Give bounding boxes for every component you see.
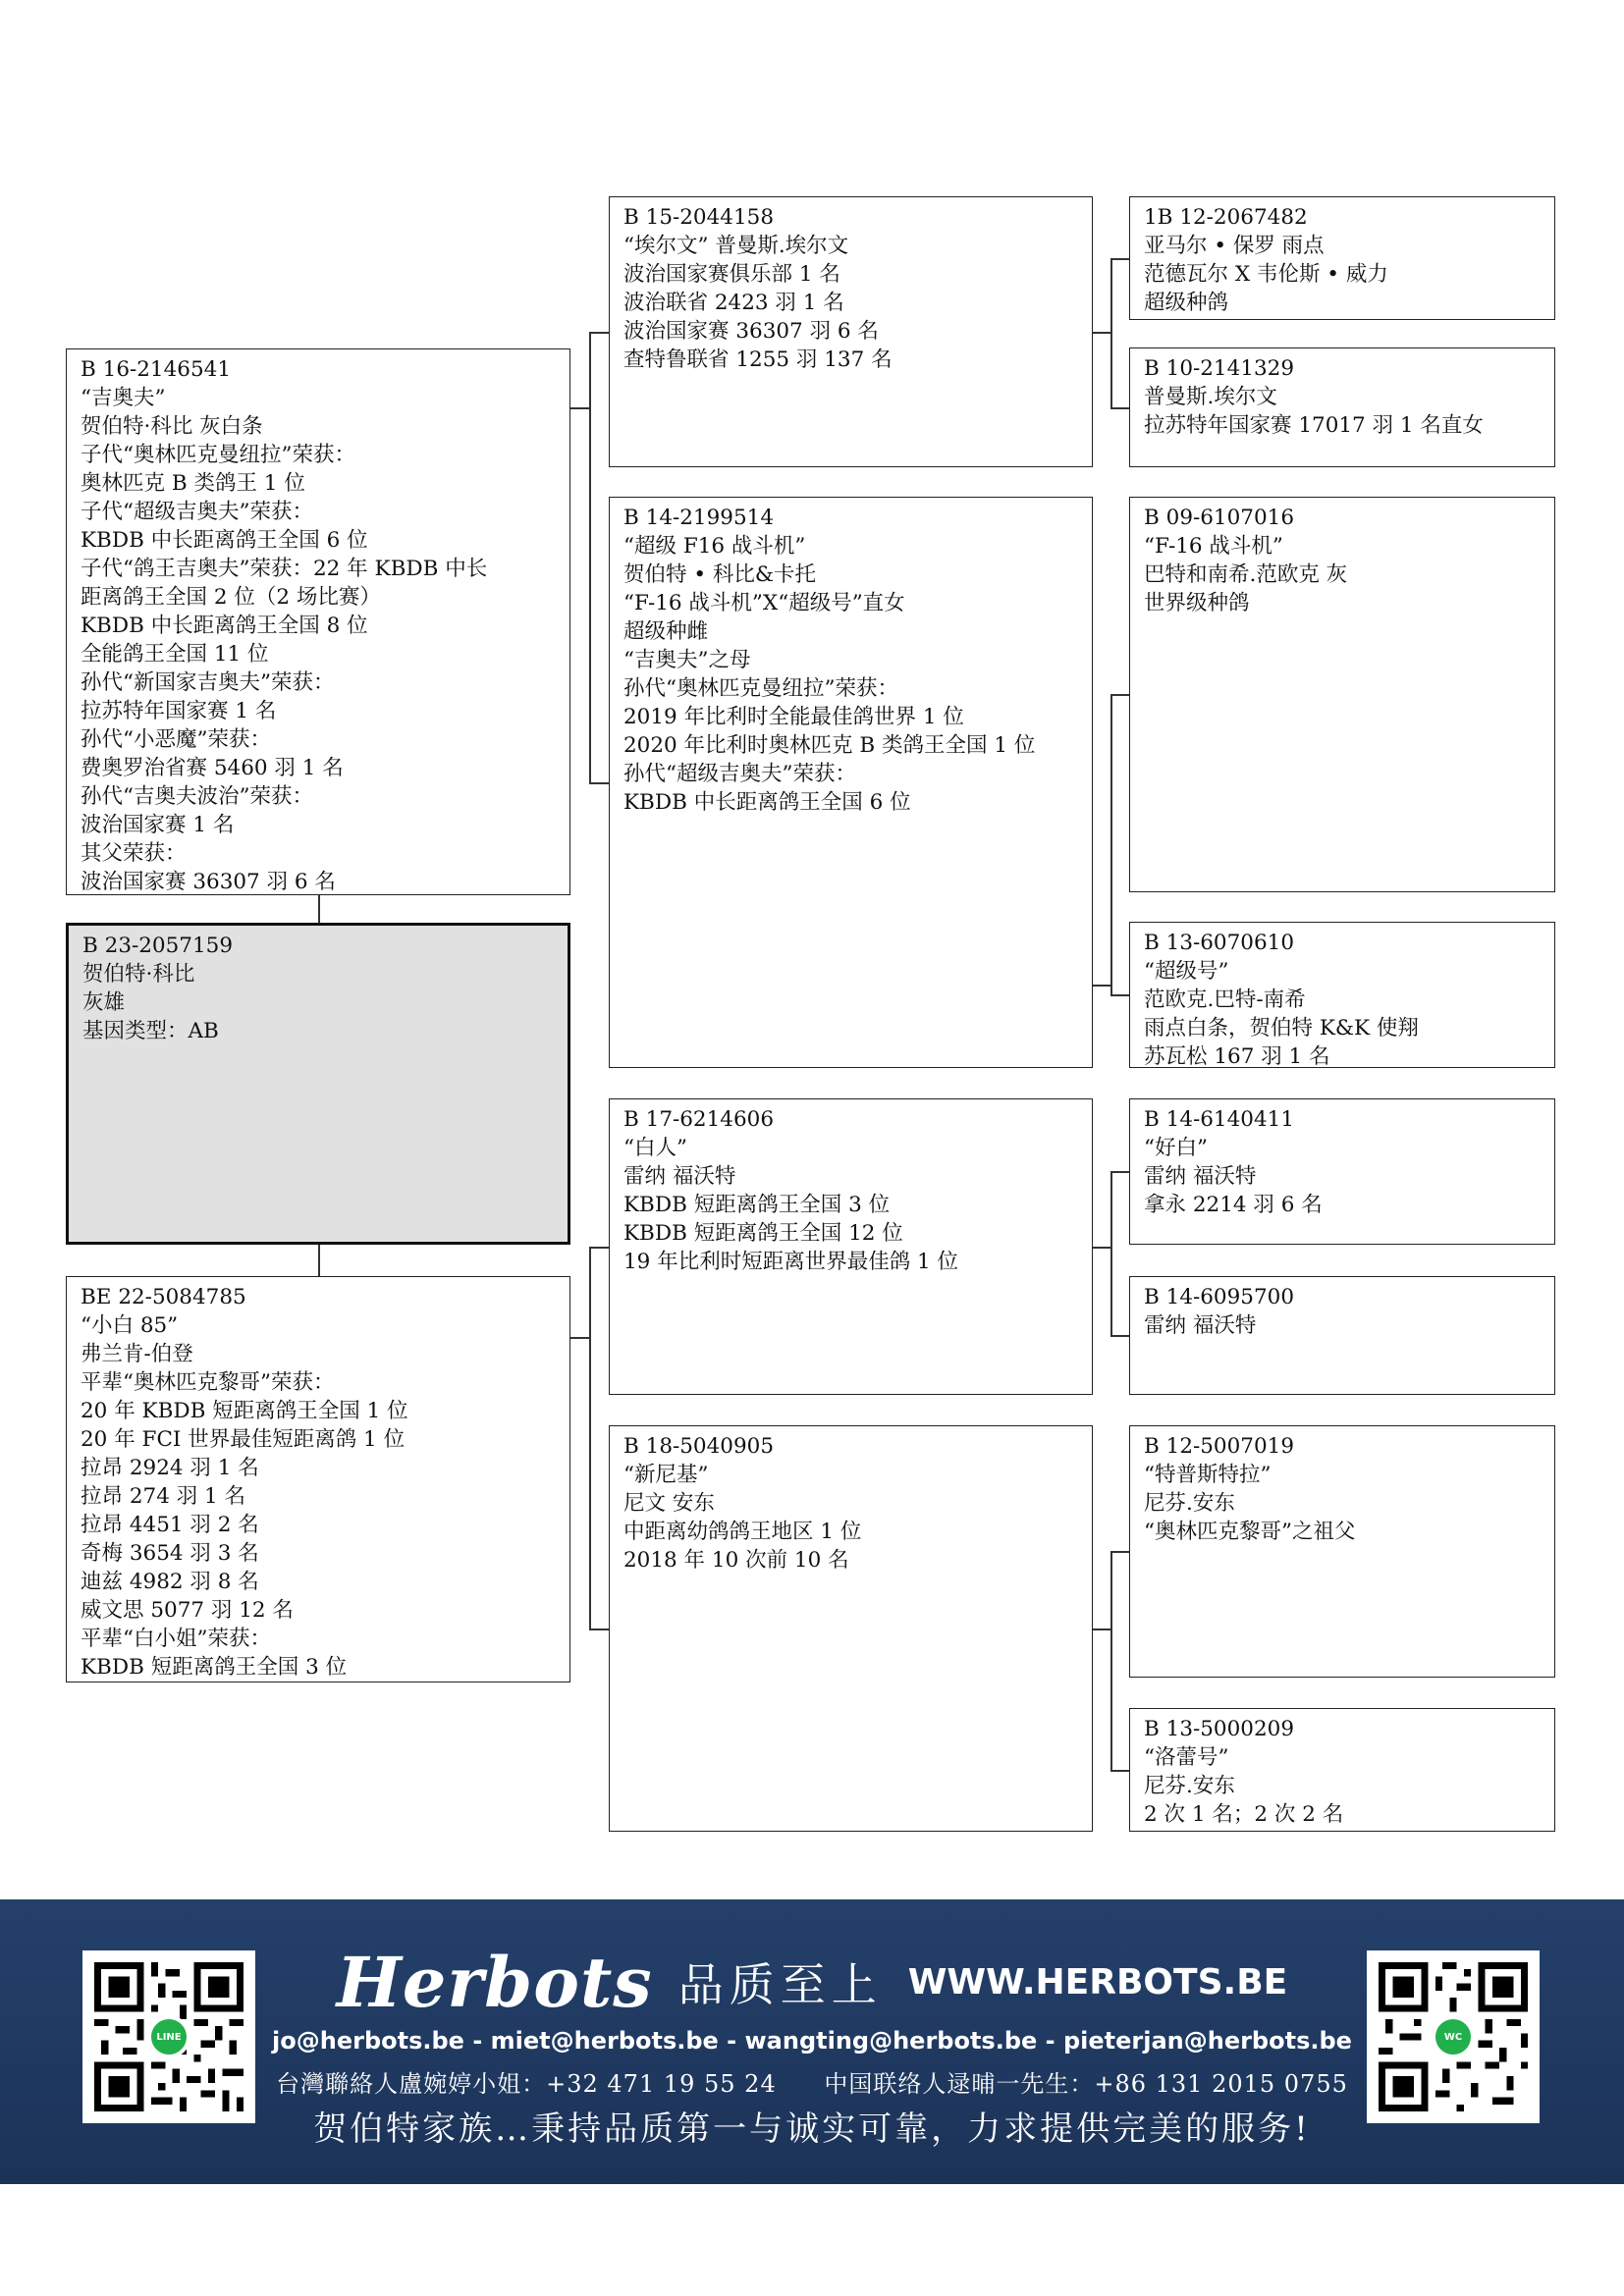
pedigree-line: 威文思 5077 羽 12 名 xyxy=(81,1598,294,1623)
pedigree-line: 弗兰肯-伯登 xyxy=(81,1342,193,1366)
connector-line xyxy=(1093,332,1111,334)
pedigree-line: 超级种鸽 xyxy=(1144,291,1229,315)
connector-line xyxy=(1110,694,1112,995)
connector-line xyxy=(1110,407,1129,409)
pedigree-line: 其父荣获： xyxy=(81,841,187,866)
ring-number: B 17-6214606 xyxy=(623,1107,775,1132)
ring-number: B 13-6070610 xyxy=(1144,931,1295,955)
pedigree-line: “F-16 战斗机”X“超级号”直女 xyxy=(623,591,905,615)
pedigree-line: KBDB 中长距离鸽王全国 6 位 xyxy=(81,528,368,553)
pedigree-line: “奥林匹克黎哥”之祖父 xyxy=(1144,1520,1356,1544)
ring-number: B 23-2057159 xyxy=(82,934,234,958)
pedigree-line: “超级 F16 战斗机” xyxy=(623,534,806,559)
footer-banner xyxy=(0,1899,1624,2184)
pedigree-line: 拉昂 4451 羽 2 名 xyxy=(81,1513,259,1537)
contact-china: 中国联络人逯晡一先生：+86 131 2015 0755 xyxy=(824,2070,1348,2098)
ring-number: B 18-5040905 xyxy=(623,1434,775,1459)
pedigree-line: 查特鲁联省 1255 羽 137 名 xyxy=(623,347,893,372)
dam-box xyxy=(66,1276,570,1682)
pedigree-line: 波治国家赛 36307 羽 6 名 xyxy=(81,870,336,894)
herbots-logo: Herbots xyxy=(336,1941,653,2023)
ring-number: BE 22-5084785 xyxy=(81,1285,246,1309)
pedigree-line: 波治国家赛 1 名 xyxy=(81,813,235,837)
contact-taiwan: 台灣聯絡人盧婉婷小姐：+32 471 19 55 24 xyxy=(276,2070,777,2098)
pedigree-line: 贺伯特·科比 xyxy=(82,962,195,987)
pedigree-line: 中距离幼鸽鸽王地区 1 位 xyxy=(623,1520,862,1544)
ring-number: B 14-2199514 xyxy=(623,506,775,530)
pedigree-line: 波治联省 2423 羽 1 名 xyxy=(623,291,844,315)
pedigree-line: 雷纳 福沃特 xyxy=(1144,1164,1257,1189)
pedigree-line: “小白 85” xyxy=(81,1313,179,1338)
pedigree-line: 波治国家赛 36307 羽 6 名 xyxy=(623,319,879,344)
email-list[interactable]: jo@herbots.be - miet@herbots.be - wangting@herbots.be - pieterjan@herbots.be xyxy=(272,2027,1352,2055)
pedigree-line: 子代“超级吉奥夫”荣获： xyxy=(81,500,313,524)
connector-line xyxy=(589,332,609,334)
pedigree-line: 2018 年 10 次前 10 名 xyxy=(623,1548,849,1573)
pedigree-line: 迪兹 4982 羽 8 名 xyxy=(81,1570,259,1594)
pedigree-line: 奇梅 3654 羽 3 名 xyxy=(81,1541,259,1566)
pedigree-line: 费奥罗治省赛 5460 羽 1 名 xyxy=(81,756,344,780)
pedigree-line: KBDB 短距离鸽王全国 3 位 xyxy=(81,1655,348,1680)
pedigree-line: “洛蕾号” xyxy=(1144,1745,1229,1770)
connector-line xyxy=(318,895,320,923)
website-link[interactable]: WWW.HERBOTS.BE xyxy=(907,1961,1288,2002)
connector-line xyxy=(589,782,609,784)
pedigree-line: 奥林匹克 B 类鸽王 1 位 xyxy=(81,471,305,496)
connector-line xyxy=(1110,694,1129,696)
pedigree-line: 尼文 安东 xyxy=(623,1491,715,1516)
pedigree-line: 尼芬.安东 xyxy=(1144,1774,1235,1798)
wechat-icon: WC xyxy=(1432,2015,1475,2058)
pedigree-line: KBDB 中长距离鸽王全国 8 位 xyxy=(81,614,368,638)
connector-line xyxy=(1110,1551,1129,1553)
pedigree-line: 雨点白条，贺伯特 K&K 使翔 xyxy=(1144,1016,1419,1041)
pedigree-line: “F-16 战斗机” xyxy=(1144,534,1283,559)
dam-sire-dam-box xyxy=(1129,1276,1555,1395)
slogan: 贺伯特家族…秉持品质第一与诚实可靠，力求提供完美的服务! xyxy=(313,2109,1311,2149)
pedigree-line: 平辈“奥林匹克黎哥”荣获： xyxy=(81,1370,335,1395)
pedigree-line: 2019 年比利时全能最佳鸽世界 1 位 xyxy=(623,705,964,729)
ring-number: B 13-5000209 xyxy=(1144,1717,1295,1741)
pedigree-line: 2020 年比利时奥林匹克 B 类鸽王全国 1 位 xyxy=(623,733,1036,758)
connector-line xyxy=(318,1245,320,1276)
connector-line xyxy=(1110,994,1129,996)
pedigree-line: 贺伯特·科比 灰白条 xyxy=(81,414,263,439)
ring-number: B 14-6140411 xyxy=(1144,1107,1295,1132)
sire-sire-sire-box xyxy=(1129,196,1555,320)
pedigree-line: 距离鸽王全国 2 位（2 场比赛） xyxy=(81,585,381,610)
pedigree-line: 孙代“奥林匹克曼纽拉”荣获： xyxy=(623,676,898,701)
pedigree-line: 基因类型：AB xyxy=(82,1019,219,1043)
dam-sire-sire-box xyxy=(1129,1098,1555,1245)
pedigree-line: 范德瓦尔 X 韦伦斯 • 威力 xyxy=(1144,262,1388,287)
ring-number: B 10-2141329 xyxy=(1144,356,1295,381)
pedigree-line: “埃尔文” 普曼斯.埃尔文 xyxy=(623,234,849,258)
pedigree-line: 孙代“新国家吉奥夫”荣获： xyxy=(81,670,335,695)
pedigree-line: 雷纳 福沃特 xyxy=(1144,1313,1257,1338)
connector-line xyxy=(570,407,590,409)
pedigree-line: “特普斯特拉” xyxy=(1144,1463,1272,1487)
pedigree-line: 拿永 2214 羽 6 名 xyxy=(1144,1193,1323,1217)
dam-dam-dam-box xyxy=(1129,1708,1555,1832)
sire-box xyxy=(66,348,570,895)
pedigree-line: 拉昂 274 羽 1 名 xyxy=(81,1484,246,1509)
dam-dam-box xyxy=(609,1425,1093,1832)
pedigree-line: “吉奥夫”之母 xyxy=(623,648,751,672)
pedigree-line: 范欧克.巴特-南希 xyxy=(1144,988,1306,1012)
sire-sire-dam-box xyxy=(1129,347,1555,467)
connector-line xyxy=(589,1247,609,1249)
pedigree-line: 孙代“小恶魔”荣获： xyxy=(81,727,271,752)
connector-line xyxy=(1110,258,1129,260)
pedigree-line: 子代“鸽王吉奥夫”荣获：22 年 KBDB 中长 xyxy=(81,557,488,581)
connector-line xyxy=(1110,1551,1112,1771)
qr-code-right[interactable] xyxy=(1367,1950,1540,2123)
pedigree-line: KBDB 短距离鸽王全国 3 位 xyxy=(623,1193,891,1217)
connector-line xyxy=(1093,985,1111,987)
sire-dam-dam-box xyxy=(1129,922,1555,1068)
pedigree-line: 19 年比利时短距离世界最佳鸽 1 位 xyxy=(623,1250,959,1274)
pedigree-line: KBDB 短距离鸽王全国 12 位 xyxy=(623,1221,903,1246)
pedigree-line: 亚马尔 • 保罗 雨点 xyxy=(1144,234,1325,258)
pedigree-line: 尼芬.安东 xyxy=(1144,1491,1235,1516)
ring-number: B 14-6095700 xyxy=(1144,1285,1295,1309)
sire-dam-sire-box xyxy=(1129,497,1555,892)
ring-number: B 12-5007019 xyxy=(1144,1434,1295,1459)
dam-dam-sire-box xyxy=(1129,1425,1555,1678)
pedigree-line: “新尼基” xyxy=(623,1463,709,1487)
pedigree-line: “好白” xyxy=(1144,1136,1208,1160)
sire-sire-box xyxy=(609,196,1093,467)
pedigree-line: 拉昂 2924 羽 1 名 xyxy=(81,1456,259,1480)
sire-dam-box xyxy=(609,497,1093,1068)
pedigree-line: KBDB 中长距离鸽王全国 6 位 xyxy=(623,790,911,815)
connector-line xyxy=(1093,1247,1111,1249)
pedigree-line: 2 次 1 名；2 次 2 名 xyxy=(1144,1802,1344,1827)
pedigree-line: “白人” xyxy=(623,1136,687,1160)
connector-line xyxy=(1110,1171,1129,1173)
connector-line xyxy=(1093,1629,1111,1630)
pedigree-line: “超级号” xyxy=(1144,959,1229,984)
pedigree-line: 20 年 FCI 世界最佳短距离鸽 1 位 xyxy=(81,1427,406,1452)
pedigree-line: 世界级种鸽 xyxy=(1144,591,1250,615)
connector-line xyxy=(1110,1171,1112,1336)
subject-box xyxy=(66,923,570,1245)
connector-line xyxy=(570,1337,590,1339)
connector-line xyxy=(589,1247,591,1629)
ring-number: B 09-6107016 xyxy=(1144,506,1295,530)
pedigree-line: 贺伯特 • 科比&卡托 xyxy=(623,562,816,587)
pedigree-line: 巴特和南希.范欧克 灰 xyxy=(1144,562,1348,587)
pedigree-line: 平辈“白小姐”荣获： xyxy=(81,1627,271,1651)
ring-number: B 15-2044158 xyxy=(623,205,775,230)
ring-number: 1B 12-2067482 xyxy=(1144,205,1308,230)
connector-line xyxy=(589,1629,609,1630)
pedigree-line: 全能鸽王全国 11 位 xyxy=(81,642,269,667)
brand-motto: 品质至上 xyxy=(677,1958,883,2011)
pedigree-line: 拉苏特年国家赛 17017 羽 1 名直女 xyxy=(1144,413,1484,438)
connector-line xyxy=(1110,1335,1129,1337)
ring-number: B 16-2146541 xyxy=(81,357,232,382)
pedigree-line: “吉奥夫” xyxy=(81,386,166,410)
connector-line xyxy=(1110,258,1112,408)
dam-sire-box xyxy=(609,1098,1093,1395)
pedigree-line: 雷纳 福沃特 xyxy=(623,1164,736,1189)
pedigree-line: 拉苏特年国家赛 1 名 xyxy=(81,699,277,723)
pedigree-line: 超级种雌 xyxy=(623,619,709,644)
pedigree-line: 苏瓦松 167 羽 1 名 xyxy=(1144,1044,1330,1068)
pedigree-line: 子代“奥林匹克曼纽拉”荣获： xyxy=(81,443,355,467)
pedigree-line: 孙代“超级吉奥夫”荣获： xyxy=(623,762,856,786)
line-icon: LINE xyxy=(147,2015,190,2058)
pedigree-line: 普曼斯.埃尔文 xyxy=(1144,385,1277,409)
pedigree-line: 波治国家赛俱乐部 1 名 xyxy=(623,262,840,287)
connector-line xyxy=(589,332,591,783)
pedigree-line: 孙代“吉奥夫波治”荣获： xyxy=(81,784,313,809)
pedigree-line: 20 年 KBDB 短距离鸽王全国 1 位 xyxy=(81,1399,408,1423)
connector-line xyxy=(1110,1770,1129,1772)
pedigree-line: 灰雄 xyxy=(82,990,126,1015)
